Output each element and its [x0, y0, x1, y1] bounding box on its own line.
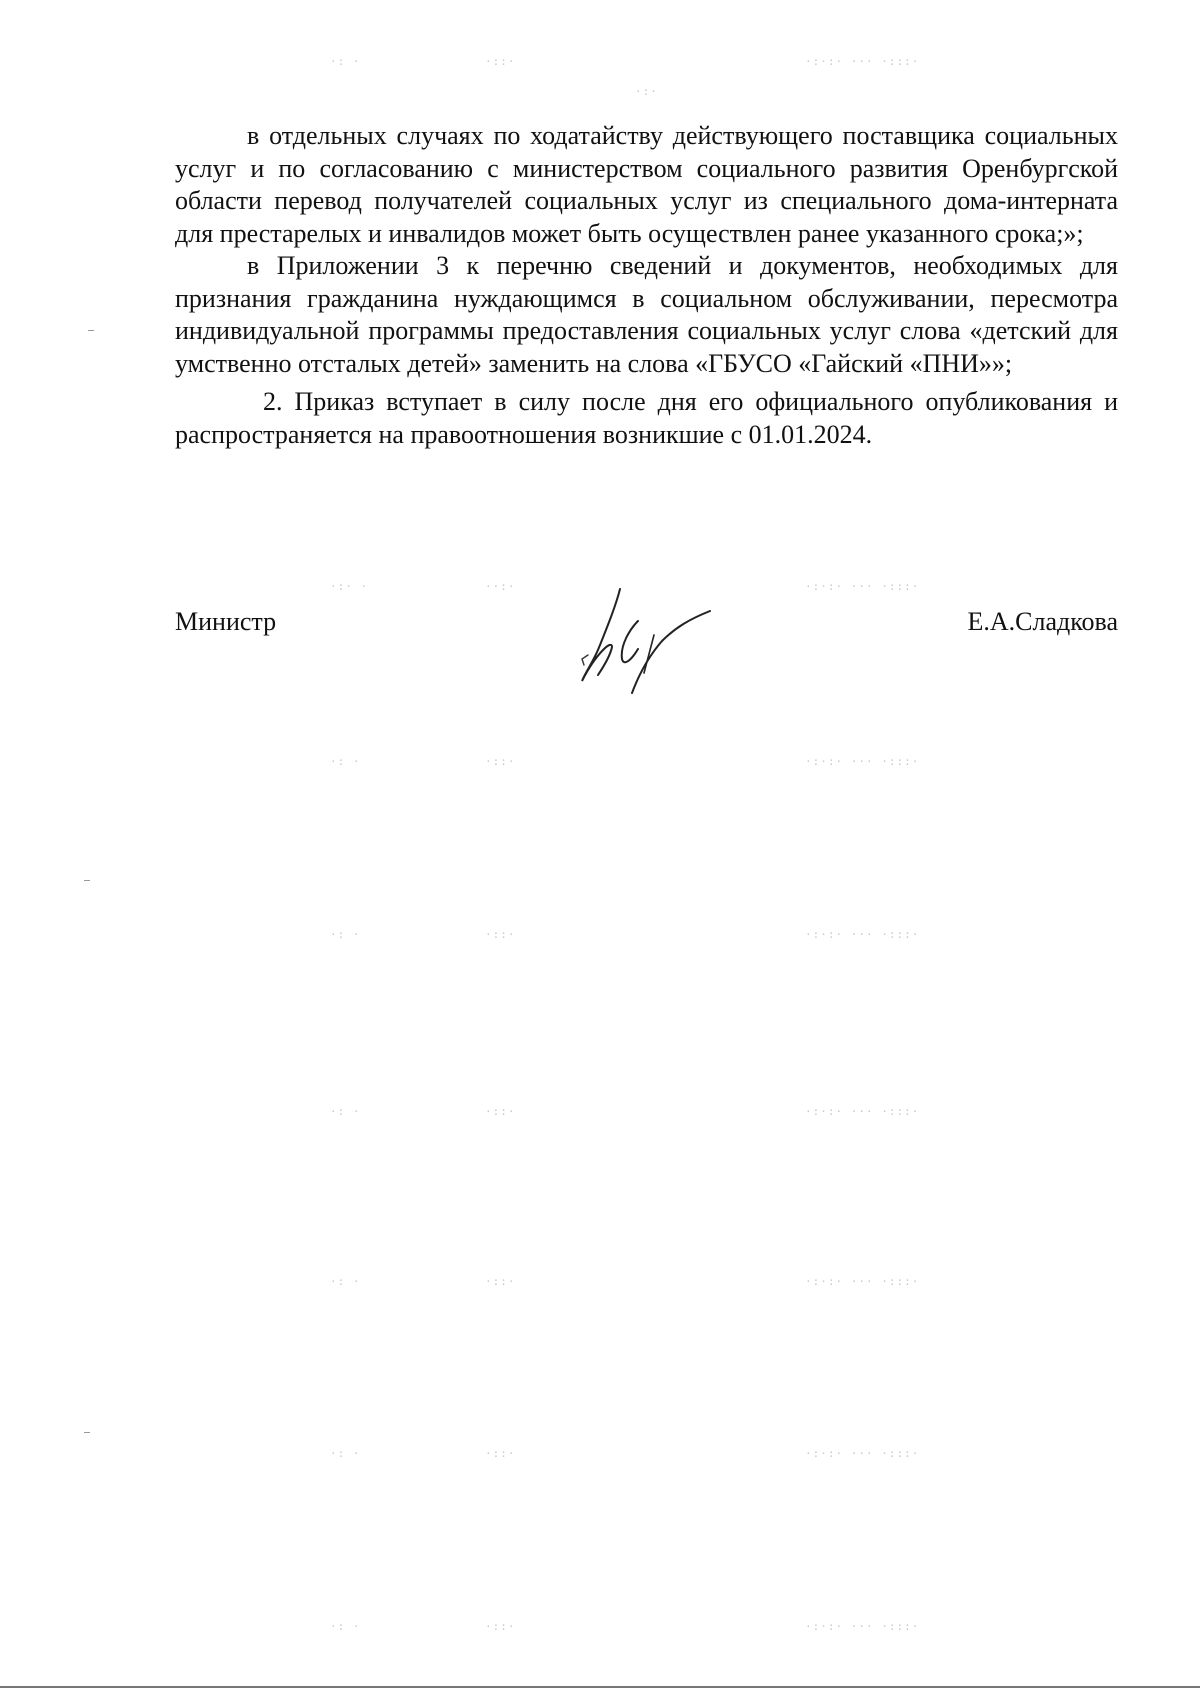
- scan-noise: ·:·:· ··· ·:::·: [805, 1105, 920, 1118]
- scan-noise: ·::·: [485, 55, 516, 68]
- scan-noise: ·::·: [485, 928, 516, 941]
- scan-noise: ·::·: [485, 1105, 516, 1118]
- scan-noise: ·::·: [485, 1447, 516, 1460]
- scan-noise: ·::·: [485, 1275, 516, 1288]
- scan-noise: ·: ·: [330, 928, 361, 941]
- scan-noise: ·: ·: [330, 1275, 361, 1288]
- scan-noise: ·: ·: [330, 755, 361, 768]
- scan-noise: ·::·: [485, 755, 516, 768]
- scan-noise: ·:·:· ··· ·:::·: [805, 755, 920, 768]
- scan-noise: ·:·:· ··· ·:::·: [805, 1275, 920, 1288]
- signatory-name: Е.А.Сладкова: [967, 607, 1118, 636]
- scan-noise: ·::·: [485, 1620, 516, 1633]
- paragraph-1: в отдельных случаях по ходатайству действующего поставщика социальных услуг и по согласованию с министерством социального развития Оренбургской области перевод получателей социальных услуг из специального дома-интерната для престарелых и инвалидов может быть осуществлен ранее указанного срока;»;: [175, 121, 1118, 248]
- scan-edge-mark: [88, 330, 94, 331]
- scan-noise: ·: ·: [330, 1105, 361, 1118]
- scan-edge-mark: [84, 1432, 90, 1433]
- scan-noise: ·: ·: [330, 1620, 361, 1633]
- signatory-title: Министр: [175, 607, 277, 636]
- scan-noise: ·:· ·: [330, 580, 369, 593]
- scan-noise: ·: ·: [330, 55, 361, 68]
- scan-noise: ·:·:· ··· ·:::·: [805, 1447, 920, 1460]
- scan-noise: ·: ·: [330, 1447, 361, 1460]
- handwritten-signature: [572, 585, 722, 695]
- scan-bottom-edge: [0, 1686, 1200, 1688]
- scan-noise: ··:·: [485, 580, 516, 593]
- scan-noise: ·:·:· ··· ·:::·: [805, 1620, 920, 1633]
- scan-noise: ·:·:· ··· ·:::·: [805, 580, 920, 593]
- scan-noise: ·:·:· ··· ·:::·: [805, 928, 920, 941]
- document-body: [175, 120, 1118, 451]
- paragraph-2: в Приложении 3 к перечню сведений и документов, необходимых для признания гражданина нуждающимся в социальном обслуживании, пересмотра индивидуальной программы предоставления социальных услуг слова «детский для умственно отсталых детей» заменить на слова «ГБУСО «Гайский «ПНИ»»;: [175, 251, 1118, 378]
- scan-edge-mark: [84, 880, 90, 881]
- paragraph-3: 2. Приказ вступает в силу после дня его официального опубликования и распространяется на правоотношения возникшие с 01.01.2024.: [175, 387, 1118, 449]
- scan-noise: ·:·: [635, 85, 658, 98]
- scan-noise: ·:·:· ··· ·:::·: [805, 55, 920, 68]
